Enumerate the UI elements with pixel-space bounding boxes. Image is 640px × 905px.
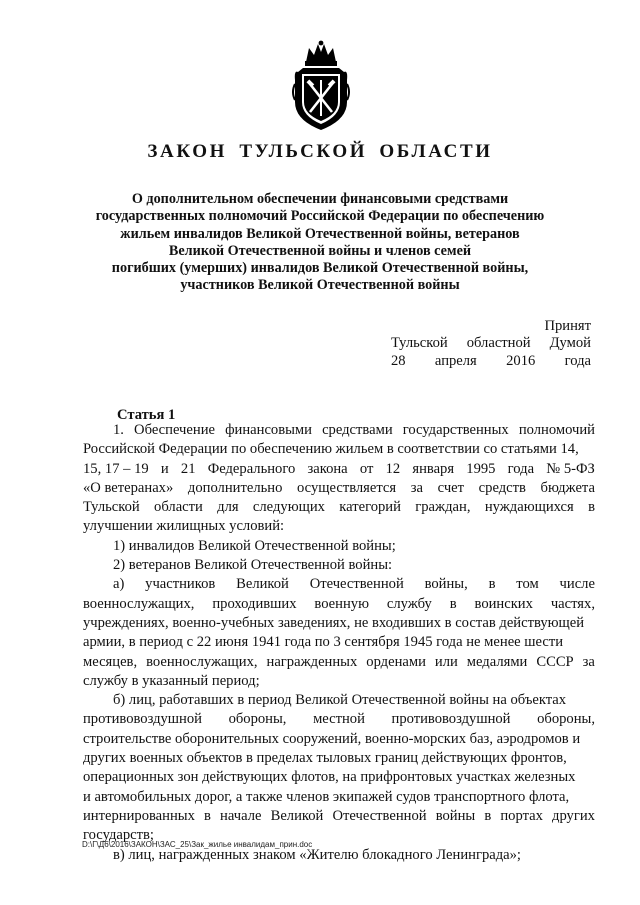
subject-line: государственных полномочий Российской Федерации по обеспечению <box>95 208 545 225</box>
body-word: Отечественной <box>309 576 404 593</box>
body-line <box>83 556 595 575</box>
body-word: 2) ветеранов Великой Отечественной войны: <box>113 557 393 574</box>
body-word: и автомобильных дорог, а также членов экипажей судов транспортного флота, <box>83 788 570 805</box>
body-word: Великой <box>270 807 324 824</box>
body-word: обороны, <box>228 711 287 728</box>
adopted-word: Думой <box>549 335 591 352</box>
body-word: месяцев, <box>83 653 138 670</box>
body-word: 1) инвалидов Великой Отечественной войны; <box>113 537 396 554</box>
body-word: в <box>484 807 492 824</box>
body-word: военную <box>314 595 369 612</box>
body-word: службу в указанный период; <box>83 672 260 689</box>
law-title: ЗАКОН ТУЛЬСКОЙ ОБЛАСТИ <box>147 141 493 162</box>
body-line <box>83 749 595 768</box>
date-part: апреля <box>434 352 477 369</box>
adoption-block <box>391 318 591 370</box>
body-word: СССР <box>536 653 574 670</box>
body-word: Тульской <box>83 499 140 516</box>
body-line <box>83 653 595 672</box>
body-word: участников <box>145 576 216 593</box>
body-line <box>83 768 595 787</box>
date-part: 2016 <box>506 352 536 369</box>
body-word: противовоздушной <box>83 711 202 728</box>
body-word: войны, <box>424 576 468 593</box>
body-word: государств; <box>83 827 154 844</box>
body-word: средств <box>478 479 526 496</box>
body-word: военнослужащих, <box>83 595 195 612</box>
body-word: службу <box>386 595 432 612</box>
body-word: операционных зон действующих флотов, на прифронтовых участках железных <box>83 769 576 786</box>
body-word: за <box>410 479 423 496</box>
body-word: войны <box>435 807 476 824</box>
body-word: б) лиц, работавших в период Великой Отечественной войны на объектах <box>113 692 567 709</box>
body-word: января <box>412 460 455 477</box>
body-word: медалями <box>466 653 528 670</box>
body-word: для <box>217 499 239 516</box>
body-word: местной <box>313 711 365 728</box>
body-word: дополнительно <box>187 479 283 496</box>
body-word: воинских <box>474 595 533 612</box>
body-word: или <box>434 653 458 670</box>
body-word: от <box>359 460 374 477</box>
body-line <box>83 498 595 517</box>
body-line <box>83 807 595 826</box>
subject-line: О дополнительном обеспечении финансовыми средствами <box>131 191 509 207</box>
body-line <box>83 421 595 440</box>
body-word: других <box>552 807 595 824</box>
body-word: военнослужащих, <box>146 653 258 670</box>
body-word: средствами <box>322 422 393 438</box>
body-word: области <box>154 499 203 516</box>
body-line <box>83 730 595 749</box>
body-line <box>83 479 595 498</box>
body-word: в <box>449 595 457 612</box>
body-word: граждан, <box>415 499 471 516</box>
body-word: армии, в период с 22 июня 1941 года по 3 сентября 1945 года не менее шести <box>83 634 564 651</box>
body-line <box>83 440 595 459</box>
body-word: а) <box>113 576 125 593</box>
adopted-by <box>391 335 591 352</box>
body-word: других военных объектов в пределах тыловых границ действующих фронтов, <box>83 750 567 767</box>
body-line <box>83 788 595 807</box>
adopted-word: Тульской <box>391 335 448 352</box>
body-word: нуждающихся <box>484 499 574 516</box>
body-word: 21 <box>180 460 196 477</box>
body-word: интернированных <box>83 807 195 824</box>
law-subject <box>60 191 580 295</box>
body-line <box>83 460 595 479</box>
body-word: счет <box>437 479 465 496</box>
subject-line: участников Великой Отечественной войны <box>180 277 460 294</box>
body-line <box>83 614 595 633</box>
body-line <box>83 710 595 729</box>
body-word: Отечественной <box>332 807 427 824</box>
body-word: 12 <box>385 460 401 477</box>
article-body <box>83 421 595 865</box>
body-word: в <box>588 499 595 516</box>
article-heading: Статья 1 <box>117 407 176 423</box>
body-word: закона <box>307 460 348 477</box>
body-word: в <box>488 576 496 593</box>
body-word: начале <box>220 807 262 824</box>
body-word: Федерального <box>207 460 296 477</box>
body-line <box>83 691 595 710</box>
body-word: 1995 <box>466 460 496 477</box>
body-word: строительстве оборонительных сооружений, военно-морских баз, аэродромов и <box>83 730 581 747</box>
body-word: «О ветеранах» <box>83 479 174 496</box>
subject-line: погибших (умерших) инвалидов Великой Отечественной войны, <box>111 260 529 277</box>
body-line <box>83 537 595 556</box>
body-word: частях, <box>550 595 595 612</box>
body-word: и <box>160 460 169 477</box>
body-word: противовоздушной <box>391 711 511 728</box>
file-path-footer: D:\Г\Д6\2016\ЗАКОН\ЗАС_25\Зак_жилье инвалидам_прин.doc <box>82 840 313 849</box>
body-word: в <box>204 807 211 824</box>
body-word: № 5-ФЗ <box>546 460 595 477</box>
coat-of-arms-icon <box>292 40 350 132</box>
body-word: государственных <box>402 422 509 438</box>
body-word: том <box>516 576 539 593</box>
body-word: Великой <box>236 576 289 593</box>
body-word: года <box>507 460 535 477</box>
adopted-label: Принят <box>544 318 591 334</box>
body-word: обороны, <box>537 711 595 728</box>
date-part: 28 <box>391 352 406 369</box>
body-word: осуществляется <box>297 479 397 496</box>
adopted-word: областной <box>466 335 531 352</box>
subject-line: жильем инвалидов Великой Отечественной войны, ветеранов <box>120 225 520 242</box>
adoption-date <box>391 353 591 370</box>
body-line <box>83 595 595 614</box>
body-word: бюджета <box>540 479 595 496</box>
body-word: полномочий <box>518 422 595 438</box>
body-word: 1. <box>113 422 124 438</box>
body-word: в) лиц, награжденных знаком «Жителю блокадного Ленинграда»; <box>113 846 521 863</box>
body-word: за <box>582 653 595 670</box>
body-line <box>83 575 595 594</box>
body-word: следующих <box>252 499 325 516</box>
body-word: улучшении жилищных условий: <box>83 518 285 535</box>
body-line <box>83 672 595 691</box>
body-word: награжденных <box>266 653 358 670</box>
body-word: учреждениях, военно-учебных заведениях, не входивших в состав действующей <box>83 614 585 631</box>
body-word: орденами <box>366 653 426 670</box>
body-word: портах <box>500 807 543 824</box>
body-word: категорий <box>339 499 401 516</box>
date-part: года <box>564 352 591 369</box>
body-word: финансовыми <box>225 422 312 438</box>
body-word: Обеспечение <box>134 422 215 438</box>
body-line <box>83 633 595 652</box>
body-word: числе <box>559 576 595 593</box>
body-line <box>83 517 595 536</box>
body-word: 15, 17 – 19 <box>83 460 149 477</box>
subject-line: Великой Отечественной войны и членов семей <box>168 242 472 259</box>
body-word: проходивших <box>212 595 297 612</box>
body-word: Российской Федерации по обеспечению жильем в соответствии со статьями 14, <box>83 441 579 458</box>
